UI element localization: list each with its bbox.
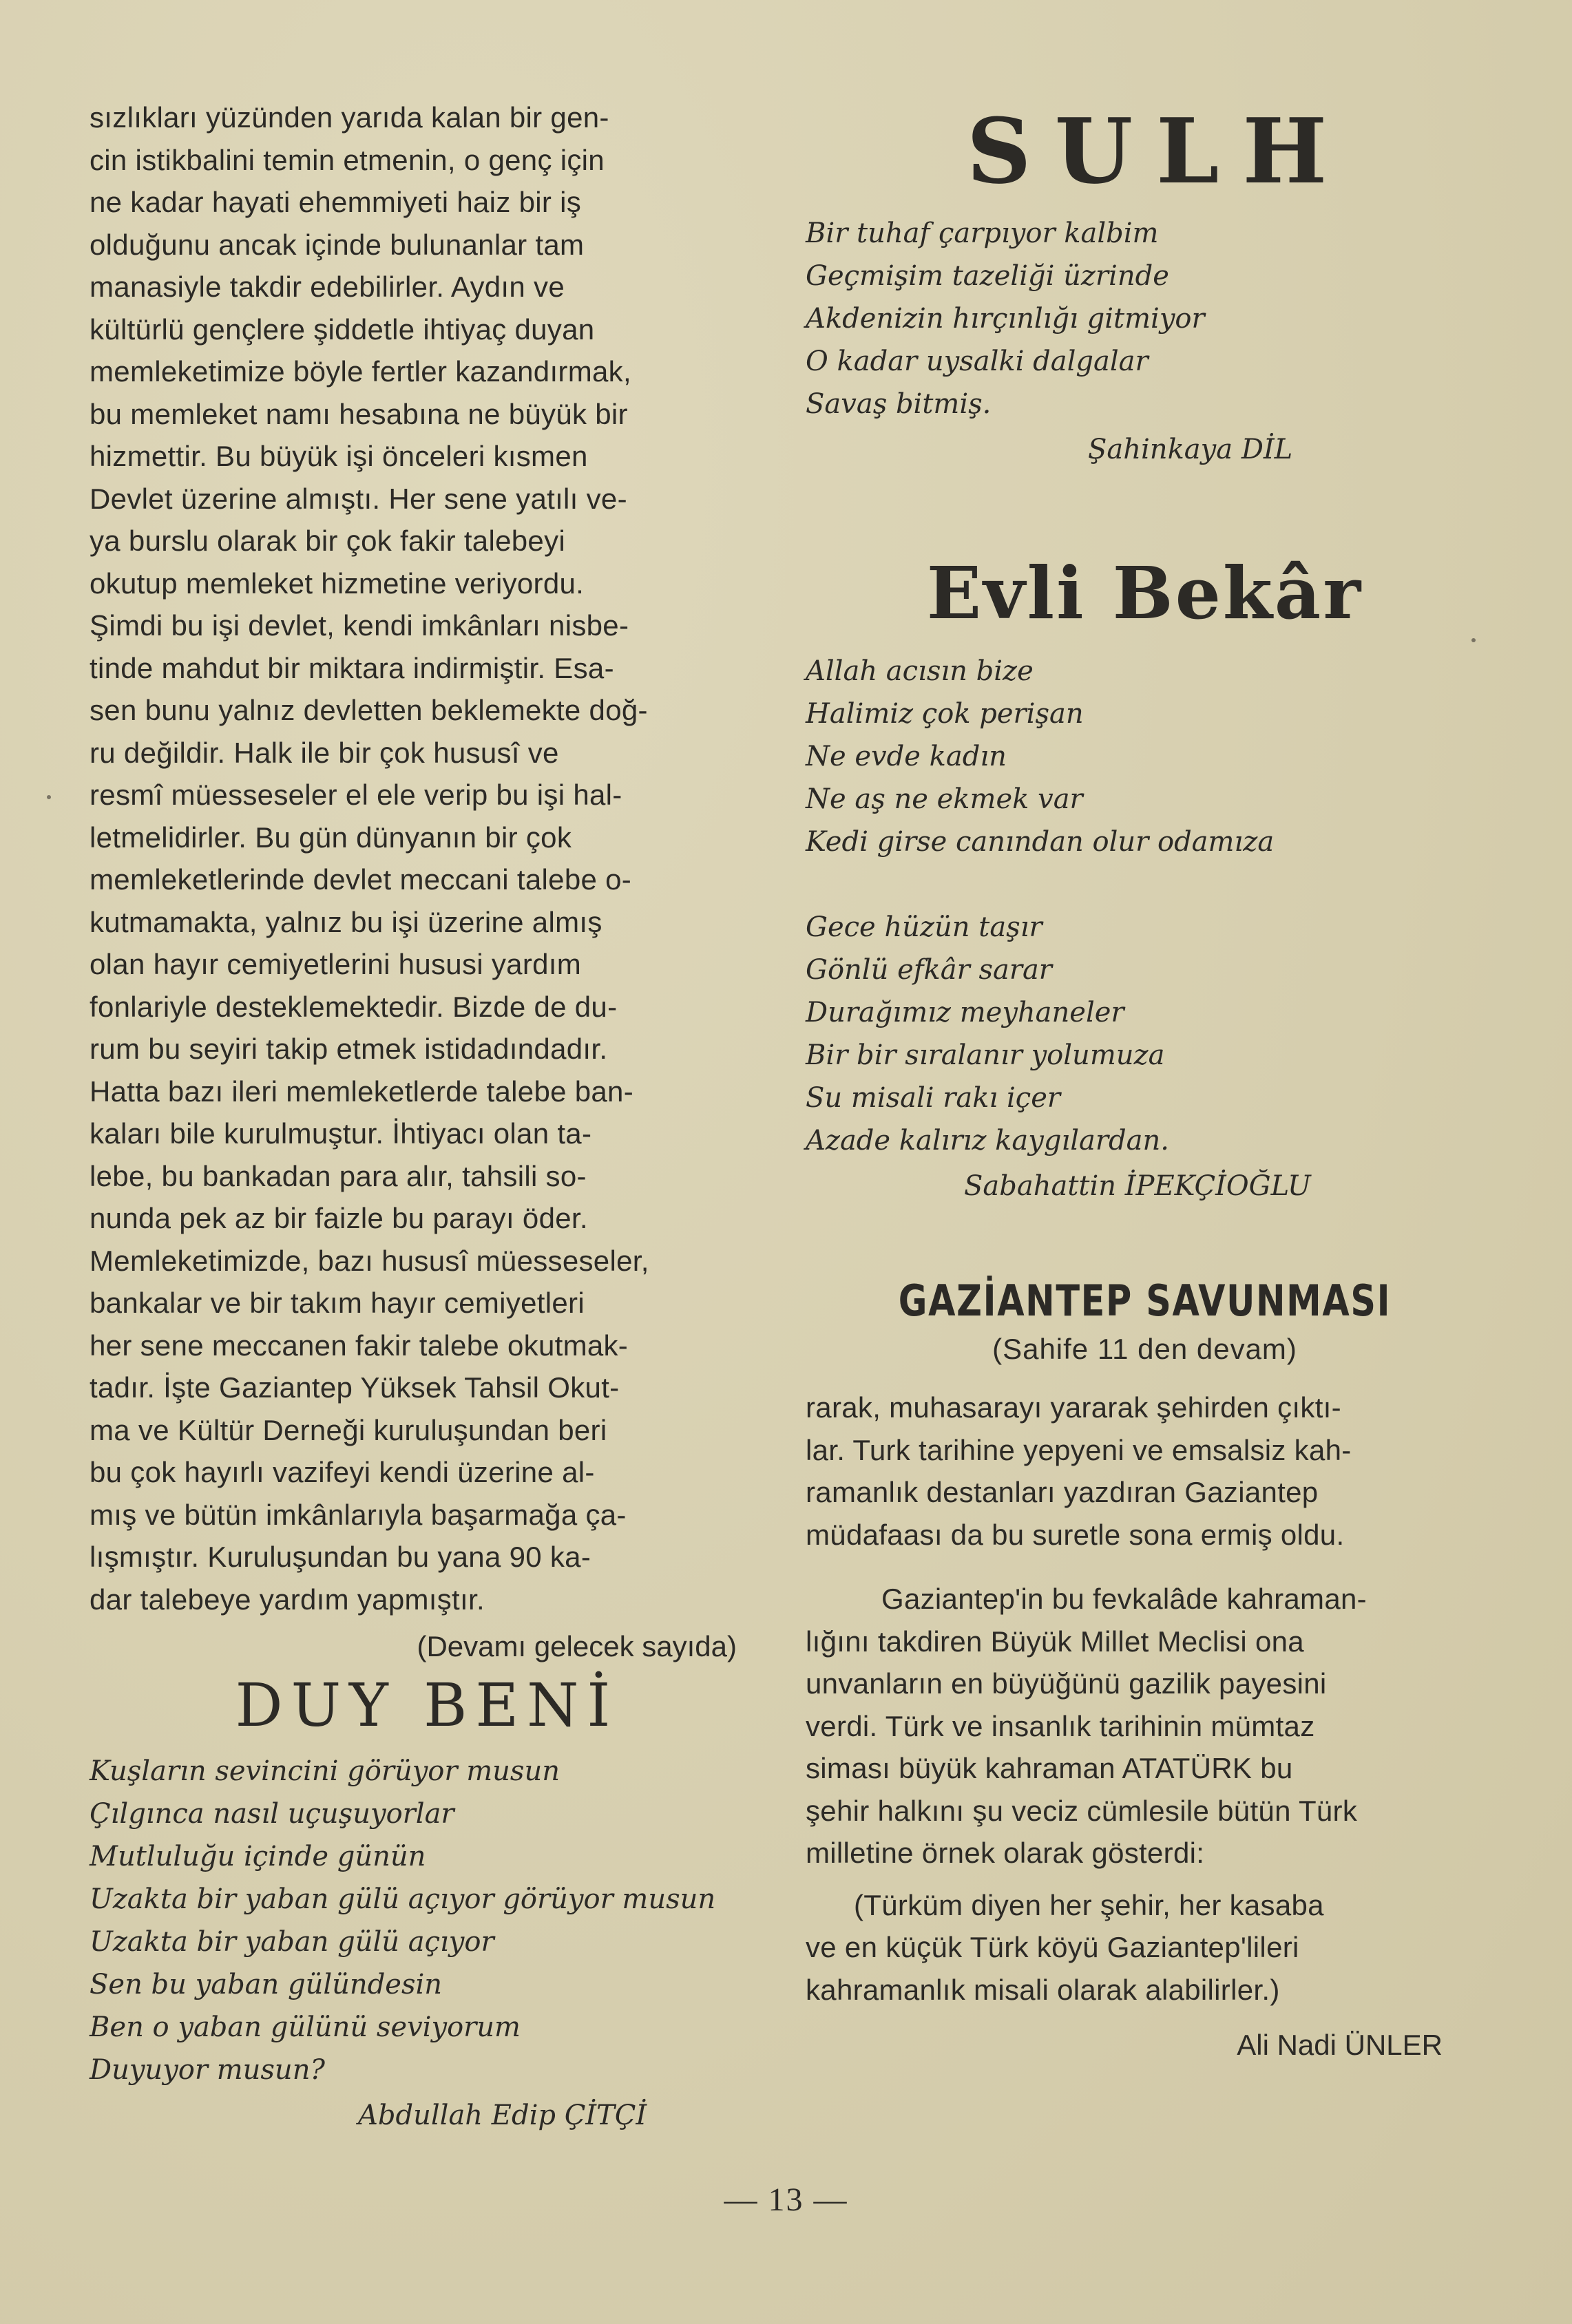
text-line: rarak, muhasarayı yararak şehirden çıktı- (806, 1391, 1341, 1424)
text-line: memleketimize böyle fertler kazandırmak, (90, 355, 631, 388)
text-line: unvanların en büyüğünü gazilik payesini (806, 1667, 1327, 1700)
poem-line: Çılgınca nasıl uçuşuyorlar (90, 1798, 454, 1830)
poem-lines (806, 212, 1484, 425)
text-line: dar talebeye yardım yapmıştır. (90, 1583, 485, 1616)
text-line: ru değildir. Halk ile bir çok hususî ve (90, 736, 559, 769)
text-line: fonlariyle desteklemektedir. Bizde de du- (90, 990, 618, 1023)
text-line: ramanlık destanları yazdıran Gaziantep (806, 1476, 1319, 1508)
text-line: siması büyük kahraman ATATÜRK bu (806, 1752, 1293, 1784)
poem-line: Halimiz çok perişan (806, 698, 1084, 730)
article-title: GAZİANTEP SAVUNMASI (898, 1276, 1392, 1326)
text-line: Devlet üzerine almıştı. Her sene yatılı ve- (90, 482, 627, 515)
left-column (90, 96, 764, 2137)
text-line: tadır. İşte Gaziantep Yüksek Tahsil Okut- (90, 1371, 620, 1404)
poem-line: Ne evde kadın (806, 741, 1007, 772)
text-line: lığını takdiren Büyük Millet Meclisi ona (806, 1625, 1304, 1658)
poem-lines (90, 1750, 764, 2091)
poem-line: Durağımız meyhaneler (806, 997, 1124, 1028)
poem-line: Ne aş ne ekmek var (806, 783, 1083, 815)
poem-line: Uzakta bir yaban gülü açıyor (90, 1926, 494, 1958)
poem-line: Ben o yaban gülünü seviyorum (90, 2011, 521, 2043)
text-line: bu çok hayırlı vazifeyi kendi üzerine al- (90, 1456, 595, 1488)
poem-title: Evli Bekâr (926, 551, 1363, 635)
text-line: lar. Turk tarihine yepyeni ve emsalsiz kah- (806, 1433, 1352, 1466)
text-line: lışmıştır. Kuruluşundan bu yana 90 ka- (90, 1541, 591, 1573)
poem-line: O kadar uysalki dalgalar (806, 346, 1149, 377)
article-paragraph (806, 1386, 1484, 1556)
text-line: bu memleket namı hesabına ne büyük bir (90, 397, 628, 430)
article-gaziantep (806, 1274, 1484, 2066)
text-line: rum bu seyiri takip etmek istidadındadır. (90, 1033, 608, 1065)
poem-line: Azade kalırız kaygılardan. (806, 1125, 1169, 1156)
poem-stanza (806, 906, 1484, 1162)
text-line: ve en küçük Türk köyü Gaziantep'lileri (806, 1931, 1299, 1963)
print-speck (1471, 638, 1476, 642)
poem-line: Duyuyor musun? (90, 2054, 325, 2086)
print-speck (47, 795, 51, 799)
poem-title: SULH (966, 98, 1351, 204)
text-line: tinde mahdut bir miktara indirmiştir. Esa- (90, 651, 614, 684)
page-number: — 13 — (724, 2182, 848, 2218)
text-line: sen bunu yalnız devletten beklemekte doğ- (90, 694, 648, 726)
text-line: ne kadar hayati ehemmiyeti haiz bir iş (90, 186, 582, 218)
text-line: memleketlerinde devlet meccani talebe o- (90, 863, 632, 896)
poem-author: Abdullah Edip ÇİTÇİ (358, 2100, 647, 2131)
continued-note: (Devamı gelecek sayıda) (417, 1630, 737, 1662)
text-line: Gaziantep'in bu fevkalâde kahraman- (881, 1583, 1367, 1615)
poem-title: DUY BENİ (235, 1671, 619, 1740)
text-line: ya burslu olarak bir çok fakir talebeyi (90, 525, 566, 557)
poem-line: Akdenizin hırçınlığı gitmiyor (806, 303, 1205, 335)
poem-line: Gönlü efkâr sarar (806, 954, 1052, 986)
poem-line: Sen bu yaban gülündesin (90, 1969, 443, 2000)
poem-line: Uzakta bir yaban gülü açıyor görüyor musun (90, 1883, 716, 1915)
article-author: Ali Nadi ÜNLER (1237, 2029, 1443, 2061)
text-line: hizmettir. Bu büyük işi önceleri kısmen (90, 440, 588, 472)
text-line: sızlıkları yüzünden yarıda kalan bir gen- (90, 101, 609, 134)
text-line: kültürlü gençlere şiddetle ihtiyaç duyan (90, 313, 595, 346)
text-line: müdafaası da bu suretle sona ermiş oldu. (806, 1518, 1345, 1551)
poem-line: Geçmişim tazeliği üzrinde (806, 260, 1169, 292)
text-line: Memleketimizde, bazı hususî müesseseler, (90, 1244, 649, 1277)
text-line: cin istikbalini temin etmenin, o genç için (90, 143, 605, 176)
text-line: kaları bile kurulmuştur. İhtiyacı olan ta- (90, 1117, 592, 1150)
text-line: Şimdi bu işi devlet, kendi imkânları nisbe- (90, 609, 629, 642)
poem-duy-beni (90, 1671, 764, 2137)
text-line: letmelidirler. Bu gün dünyanın bir çok (90, 821, 572, 854)
text-line: Hatta bazı ileri memleketlerde talebe ban- (90, 1075, 633, 1108)
poem-line: Bir tuhaf çarpıyor kalbim (806, 218, 1159, 249)
poem-author: Sabahattin İPEKÇİOĞLU (964, 1170, 1311, 1202)
text-line: bankalar ve bir takım hayır cemiyetleri (90, 1287, 585, 1319)
text-line: nunda pek az bir faizle bu parayı öder. (90, 1202, 588, 1234)
article-subtitle: (Sahife 11 den devam) (992, 1333, 1297, 1365)
poem-author: Şahinkaya DİL (1088, 434, 1293, 465)
text-line: şehir halkını şu veciz cümlesile bütün Türk (806, 1794, 1358, 1827)
text-line: okutup memleket hizmetine veriyordu. (90, 567, 585, 600)
text-line: kahramanlık misali olarak alabilirler.) (806, 1973, 1280, 2006)
poem-line: Kedi girse canından olur odamıza (806, 826, 1275, 858)
article-paragraph (806, 1578, 1484, 1874)
poem-line: Kuşların sevincini görüyor musun (90, 1755, 560, 1787)
text-line: (Türküm diyen her şehir, her kasaba (854, 1888, 1324, 1921)
poem-line: Allah acısın bize (806, 655, 1034, 687)
poem-line: Gece hüzün taşır (806, 911, 1042, 943)
article-paragraph (806, 1884, 1484, 2011)
text-line: her sene meccanen fakir talebe okutmak- (90, 1329, 629, 1362)
text-line: ma ve Kültür Derneği kuruluşundan beri (90, 1413, 607, 1446)
poem-line: Savaş bitmiş. (806, 388, 992, 420)
poem-line: Bir bir sıralanır yolumuza (806, 1039, 1165, 1071)
poem-line: Su misali rakı içer (806, 1082, 1060, 1114)
text-line: lebe, bu bankadan para alır, tahsili so- (90, 1159, 587, 1192)
text-line: olan hayır cemiyetlerini hususi yardım (90, 948, 582, 980)
poem-stanza (806, 650, 1484, 863)
right-column (806, 98, 1484, 2066)
poem-line: Mutluluğu içinde günün (90, 1841, 426, 1872)
article-body (90, 96, 764, 1620)
text-line: verdi. Türk ve insanlık tarihinin mümtaz (806, 1709, 1315, 1742)
text-line: manasiyle takdir edebilirler. Aydın ve (90, 271, 565, 303)
text-line: mış ve bütün imkânlarıyla başarmağa ça- (90, 1498, 627, 1531)
poem-evli-bekar (806, 552, 1484, 1207)
text-line: kutmamakta, yalnız bu işi üzerine almış (90, 905, 602, 938)
text-line: resmî müesseseler el ele verip bu işi hal- (90, 779, 622, 811)
text-line: olduğunu ancak içinde bulunanlar tam (90, 228, 585, 261)
poem-sulh (806, 98, 1484, 471)
text-line: milletine örnek olarak gösterdi: (806, 1837, 1205, 1869)
